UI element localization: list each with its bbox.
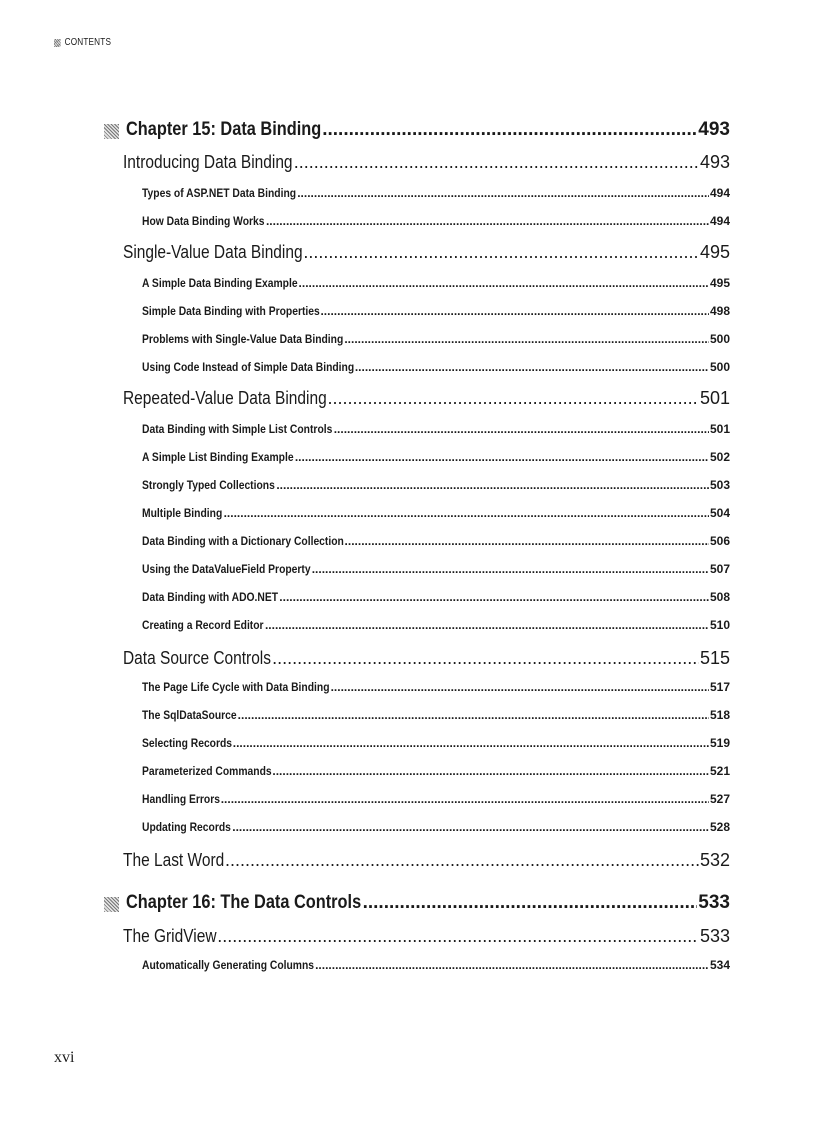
entry-page-number: 501 (709, 422, 730, 436)
toc-section-entry[interactable] (123, 850, 730, 874)
entry-page-number: 495 (709, 276, 730, 290)
entry-title: Introducing Data Binding (123, 152, 293, 172)
entry-title: Repeated-Value Data Binding (123, 388, 327, 408)
entry-page-number: 503 (709, 478, 730, 492)
entry-title: Data Binding with a Dictionary Collection (142, 534, 344, 548)
dot-leader (238, 708, 709, 722)
toc-section-entry[interactable] (123, 926, 730, 950)
entry-page-number: 493 (699, 152, 730, 172)
entry-title: A Simple List Binding Example (142, 450, 294, 464)
entry-page-number: 500 (709, 360, 730, 374)
entry-page-number: 510 (709, 618, 730, 632)
entry-title: Data Source Controls (123, 648, 272, 668)
entry-title: Handling Errors (142, 792, 220, 806)
header-label: CONTENTS (64, 37, 112, 48)
toc-subsection-entry[interactable] (142, 534, 730, 550)
dot-leader (276, 478, 709, 492)
entry-page-number: 498 (709, 304, 730, 318)
entry-title: Simple Data Binding with Properties (142, 304, 320, 318)
entry-title: Multiple Binding (142, 506, 223, 520)
toc-subsection-entry[interactable] (142, 708, 730, 724)
dot-leader (344, 332, 709, 346)
entry-title: The Last Word (123, 850, 225, 870)
toc-subsection-entry[interactable] (142, 186, 730, 202)
toc-subsection-entry[interactable] (142, 792, 730, 808)
entry-page-number: 533 (698, 892, 730, 913)
dot-leader (295, 450, 709, 464)
entry-page-number: 521 (709, 764, 730, 778)
entry-title: Strongly Typed Collections (142, 478, 275, 492)
entry-page-number: 501 (699, 388, 730, 408)
dot-leader (328, 388, 699, 409)
running-header (54, 37, 111, 48)
entry-page-number: 504 (709, 506, 730, 520)
page-number: xvi (54, 1049, 75, 1066)
entry-title: Chapter 16: The Data Controls (126, 892, 362, 913)
dot-leader (320, 304, 709, 318)
toc-chapter-entry[interactable] (126, 119, 730, 145)
entry-title: Using Code Instead of Simple Data Binding (142, 360, 355, 374)
dot-leader (363, 892, 698, 914)
entry-page-number: 515 (699, 648, 730, 668)
dot-leader (272, 648, 699, 669)
dot-leader (312, 562, 709, 576)
toc-subsection-entry[interactable] (142, 422, 730, 438)
toc-section-entry[interactable] (123, 648, 730, 672)
toc-chapter-entry[interactable] (126, 892, 730, 918)
entry-title: The GridView (123, 926, 217, 946)
entry-page-number: 495 (699, 242, 730, 262)
dot-leader (299, 276, 709, 290)
entry-title: Data Binding with Simple List Controls (142, 422, 333, 436)
entry-page-number: 502 (709, 450, 730, 464)
toc-subsection-entry[interactable] (142, 360, 730, 376)
entry-title: Problems with Single-Value Data Binding (142, 332, 344, 346)
entry-page-number: 519 (709, 736, 730, 750)
dot-leader (345, 534, 709, 548)
dot-leader (232, 820, 709, 834)
dot-leader (297, 186, 709, 200)
toc-subsection-entry[interactable] (142, 304, 730, 320)
entry-title: How Data Binding Works (142, 214, 265, 228)
dot-leader (294, 152, 699, 173)
entry-title: The SqlDataSource (142, 708, 237, 722)
toc-subsection-entry[interactable] (142, 820, 730, 836)
dot-leader (331, 680, 709, 694)
entry-title: Parameterized Commands (142, 764, 272, 778)
entry-title: Data Binding with ADO.NET (142, 590, 279, 604)
entry-page-number: 506 (709, 534, 730, 548)
toc-subsection-entry[interactable] (142, 478, 730, 494)
toc-subsection-entry[interactable] (142, 680, 730, 696)
toc-subsection-entry[interactable] (142, 618, 730, 634)
toc-subsection-entry[interactable] (142, 276, 730, 292)
entry-page-number: 494 (709, 186, 730, 200)
dot-leader (334, 422, 709, 436)
toc-subsection-entry[interactable] (142, 562, 730, 578)
dot-leader (322, 119, 697, 141)
entry-page-number: 527 (709, 792, 730, 806)
chapter-square-icon (104, 124, 119, 139)
toc-subsection-entry[interactable] (142, 450, 730, 466)
entry-title: Automatically Generating Columns (142, 958, 315, 972)
entry-title: The Page Life Cycle with Data Binding (142, 680, 330, 694)
dot-leader (266, 214, 709, 228)
toc-subsection-entry[interactable] (142, 764, 730, 780)
dot-leader (303, 242, 699, 263)
entry-title: Updating Records (142, 820, 231, 834)
toc-subsection-entry[interactable] (142, 736, 730, 752)
entry-title: Using the DataValueField Property (142, 562, 311, 576)
toc-section-entry[interactable] (123, 242, 730, 266)
toc-section-entry[interactable] (123, 388, 730, 412)
toc-subsection-entry[interactable] (142, 958, 730, 974)
entry-page-number: 493 (698, 119, 730, 140)
entry-page-number: 534 (709, 958, 730, 972)
entry-title: Chapter 15: Data Binding (126, 119, 322, 140)
entry-title: A Simple Data Binding Example (142, 276, 298, 290)
dot-leader (233, 736, 709, 750)
entry-page-number: 517 (709, 680, 730, 694)
dot-leader (225, 850, 699, 871)
entry-page-number: 507 (709, 562, 730, 576)
toc-subsection-entry[interactable] (142, 332, 730, 348)
entry-page-number: 494 (709, 214, 730, 228)
entry-title: Selecting Records (142, 736, 233, 750)
dot-leader (224, 506, 709, 520)
dot-leader (315, 958, 709, 972)
entry-page-number: 500 (709, 332, 730, 346)
dot-leader (221, 792, 709, 806)
toc-subsection-entry[interactable] (142, 214, 730, 230)
toc-section-entry[interactable] (123, 152, 730, 176)
dot-leader (265, 618, 709, 632)
dot-leader (355, 360, 709, 374)
entry-title: Single-Value Data Binding (123, 242, 303, 262)
chapter-square-icon (104, 897, 119, 912)
entry-page-number: 532 (699, 850, 730, 870)
entry-page-number: 508 (709, 590, 730, 604)
header-square-icon (54, 39, 61, 47)
toc-subsection-entry[interactable] (142, 590, 730, 606)
dot-leader (217, 926, 699, 947)
toc-subsection-entry[interactable] (142, 506, 730, 522)
dot-leader (272, 764, 709, 778)
entry-page-number: 518 (709, 708, 730, 722)
entry-page-number: 528 (709, 820, 730, 834)
entry-title: Types of ASP.NET Data Binding (142, 186, 297, 200)
entry-page-number: 533 (699, 926, 730, 946)
dot-leader (279, 590, 709, 604)
entry-title: Creating a Record Editor (142, 618, 264, 632)
